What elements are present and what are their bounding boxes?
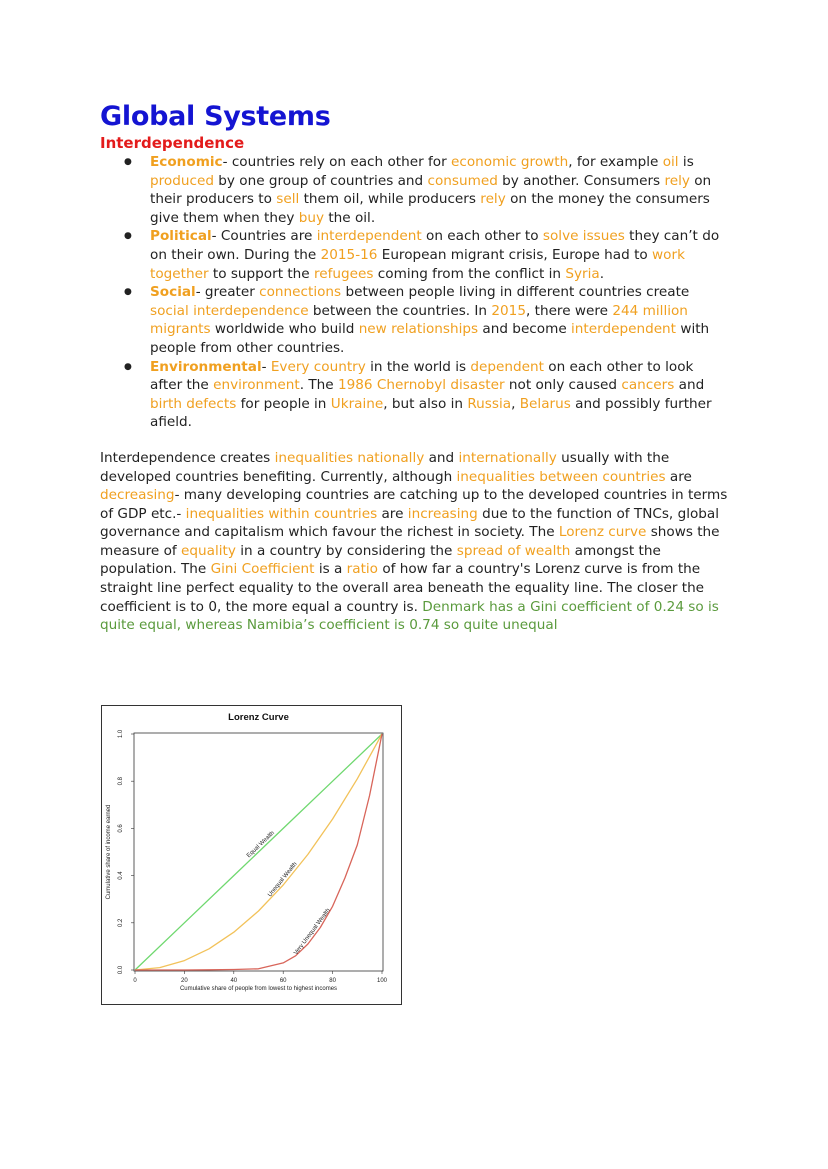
highlight-text: ratio <box>346 561 378 578</box>
body-text: - <box>261 358 271 375</box>
body-text: on the money the consumers give them when they <box>150 191 710 226</box>
highlight-text: work together <box>150 246 685 282</box>
y-tick-label: 0.0 <box>118 965 124 975</box>
body-text: for people in <box>236 395 331 412</box>
lorenz-chart <box>101 705 402 1005</box>
x-tick-label: 60 <box>279 978 287 984</box>
body-text: - many developing countries are catching up to the developed countries in terms of GDP etc.- <box>100 487 728 522</box>
body-text: , for example <box>568 154 663 170</box>
highlight-text: dependent <box>470 358 544 375</box>
body-paragraph <box>100 449 728 635</box>
highlight-text: 244 million migrants <box>150 302 688 338</box>
body-text: due to the function of TNCs, global governance and capitalism which favour the richest in society. The <box>100 505 720 541</box>
highlight-text: increasing <box>407 505 478 522</box>
body-text: usually with the developed countries benefiting. Currently, although <box>100 449 670 485</box>
highlight-text: internationally <box>458 449 557 466</box>
highlight-text: rely <box>480 191 506 208</box>
body-text: in the world is <box>365 358 471 375</box>
body-text: shows the measure of <box>100 524 720 559</box>
body-text: them oil, while producers <box>299 191 481 208</box>
highlight-text: social interdependence <box>150 302 309 319</box>
highlight-text: inequalities nationally <box>274 449 425 466</box>
highlight-text: 2015-16 <box>320 246 378 263</box>
highlight-text: interdependent <box>571 321 677 338</box>
body-text: on each other to look after the <box>150 358 694 394</box>
body-text: and become <box>478 321 572 338</box>
body-text: coming from the conflict in <box>373 265 566 282</box>
y-tick-label: 0.6 <box>118 824 124 833</box>
body-text: and possibly further afield. <box>150 395 712 431</box>
highlight-text: refugees <box>313 265 374 282</box>
series-label: Equal Wealth <box>246 830 276 860</box>
bullet-item <box>100 358 728 432</box>
highlight-text: oil <box>662 154 679 170</box>
content-column <box>100 100 728 635</box>
body-text: on each other to <box>421 228 543 245</box>
highlight-text: Political <box>150 228 212 245</box>
body-text: are <box>377 505 408 522</box>
highlight-text: Economic <box>150 154 223 170</box>
y-axis-label: Cumulative share of income earned <box>106 804 112 900</box>
highlight-text: connections <box>259 284 342 301</box>
page-title: Global Systems <box>100 101 331 132</box>
highlight-text: spread of wealth <box>456 542 571 559</box>
highlight-text: buy <box>298 209 325 226</box>
body-text: - greater <box>195 284 260 301</box>
highlight-text: new relationships <box>358 321 479 338</box>
x-tick-label: 80 <box>329 978 336 984</box>
x-axis-label: Cumulative share of people from lowest to highest incomes <box>179 986 338 992</box>
body-text: to support the <box>208 265 314 282</box>
highlight-text: Belarus <box>519 395 571 412</box>
highlight-text: solve issues <box>542 228 625 245</box>
x-tick-label: 20 <box>181 978 188 984</box>
highlight-text: environment <box>213 377 300 394</box>
body-text: worldwide who build <box>210 321 359 338</box>
body-text: European migrant crisis, Europe had to <box>377 246 653 263</box>
highlight-text: Denmark has a Gini coefficient of 0.24 so is quite equal, whereas Namibia’s coefficient is 0.74 so quite unequal <box>100 598 719 634</box>
highlight-text: economic growth <box>451 154 569 170</box>
body-text: not only caused <box>504 377 622 394</box>
body-text: between people living in different countries create <box>341 284 690 301</box>
body-text: , there were <box>525 302 613 319</box>
highlight-text: interdependent <box>316 228 422 245</box>
series-label: Unequal Wealth <box>267 861 299 899</box>
highlight-text: 2015 <box>491 302 526 319</box>
body-text: by another. Consumers <box>497 172 665 189</box>
highlight-text: sell <box>276 191 300 208</box>
highlight-text: Lorenz curve <box>558 524 647 541</box>
highlight-text: inequalities within countries <box>185 505 378 522</box>
x-tick-label: 0 <box>133 978 137 984</box>
highlight-text: Every country <box>270 358 366 375</box>
highlight-text: rely <box>664 172 690 189</box>
body-text: , <box>511 395 520 412</box>
body-text: Interdependence creates <box>100 449 275 466</box>
highlight-text: Ukraine <box>330 395 384 412</box>
y-tick-label: 1.0 <box>118 729 124 739</box>
body-text: - Countries are <box>211 228 317 245</box>
bullet-item <box>100 153 728 227</box>
highlight-text: decreasing <box>100 487 175 504</box>
x-tick-label: 40 <box>230 978 238 984</box>
series-label: Very Unequal Wealth <box>293 907 332 957</box>
highlight-text: Environmental <box>150 358 262 375</box>
body-text: are <box>665 468 692 485</box>
y-tick-label: 0.4 <box>118 871 124 880</box>
body-text: with people from other countries. <box>150 321 710 356</box>
highlight-text: Syria <box>565 265 600 282</box>
bullet-item <box>100 283 728 357</box>
body-text: between the countries. In <box>308 302 492 319</box>
highlight-text: 1986 Chernobyl disaster <box>337 377 505 394</box>
highlight-text: consumed <box>427 172 498 189</box>
body-text: . The <box>299 377 338 394</box>
body-text: - countries rely on each other for <box>222 154 452 170</box>
body-text: . <box>599 265 605 282</box>
y-tick-label: 0.2 <box>118 918 124 927</box>
bullet-list <box>100 153 728 432</box>
highlight-text: produced <box>150 172 214 189</box>
body-text: they can’t do on their own. During the <box>150 228 720 263</box>
chart-title: Lorenz Curve <box>228 712 289 723</box>
body-text: amongst the population. The <box>100 542 661 578</box>
body-text: and <box>424 449 459 466</box>
highlight-text: equality <box>181 542 236 559</box>
section-heading: Interdependence <box>100 134 245 152</box>
highlight-text: cancers <box>621 377 675 394</box>
body-text: , but also in <box>383 395 468 412</box>
body-text: is a <box>314 561 347 578</box>
x-tick-label: 100 <box>376 978 388 984</box>
highlight-text: Russia <box>467 395 512 412</box>
body-text: on their producers to <box>150 172 712 208</box>
y-tick-label: 0.8 <box>118 777 124 786</box>
highlight-text: Social <box>150 284 196 301</box>
body-text: by one group of countries and <box>213 172 428 189</box>
equal-wealth-line <box>135 734 382 970</box>
lorenz-chart-svg <box>102 706 401 1004</box>
body-text: of how far a country's Lorenz curve is from the straight line perfect equality to the overall area beneath the equality line. The closer the coefficient is to 0, the more equal a country is. <box>100 561 705 615</box>
body-text: is <box>678 154 694 170</box>
highlight-text: birth defects <box>150 395 237 412</box>
highlight-text: Gini Coefficient <box>210 561 315 578</box>
body-text: the oil. <box>324 209 376 226</box>
body-text: and <box>674 377 705 394</box>
highlight-text: inequalities between countries <box>456 468 666 485</box>
bullet-item <box>100 227 728 283</box>
body-text: in a country by considering the <box>235 542 457 559</box>
